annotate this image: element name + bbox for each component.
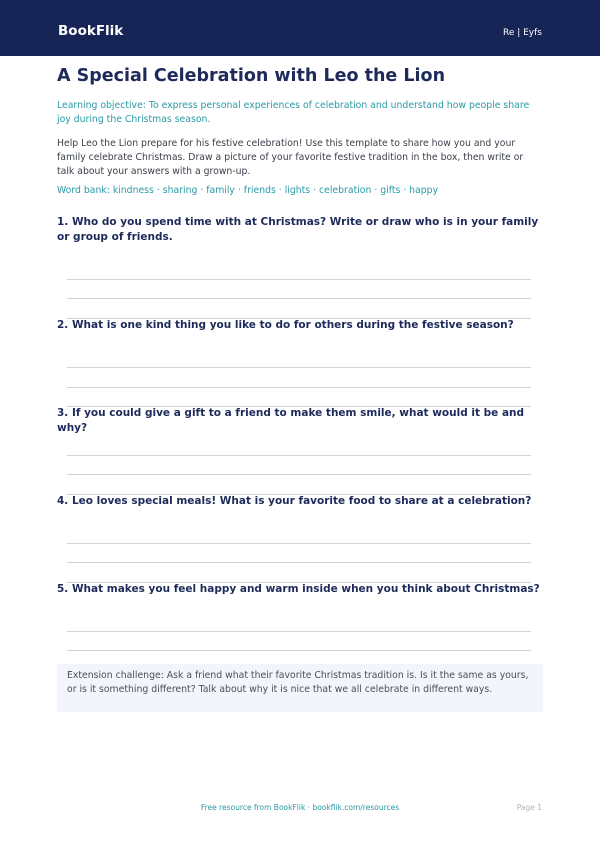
question-4: 4. Leo loves special meals! What is your favorite food to share at a celebration?: [57, 495, 532, 507]
header-bar: [0, 0, 600, 56]
question-5: 5. What makes you feel happy and warm inside when you think about Christmas?: [57, 583, 540, 595]
question-1: 1. Who do you spend time with at Christmas? Write or draw who is in your family or group of friends.: [57, 216, 539, 243]
learning-objective: Learning objective: To express personal experiences of celebration and understand how people share joy during the Christmas season.: [57, 100, 530, 125]
answer-line[interactable]: [67, 279, 531, 280]
footer-text[interactable]: Free resource from BookFlik · bookflik.com/resources: [200, 803, 400, 812]
question-3: 3. If you could give a gift to a friend to make them smile, what would it be and why?: [57, 407, 525, 434]
breadcrumb: Re | Eyfs: [502, 28, 542, 38]
page-title: A Special Celebration with Leo the Lion: [57, 66, 446, 86]
intro-text: Help Leo the Lion prepare for his festive celebration! Use this template to share how you and your family celebrate Christmas. Draw a picture of your favorite festive tradition in the box, then write or talk about your answers with a grown-up.: [57, 138, 524, 177]
answer-line[interactable]: [67, 562, 531, 563]
answer-line[interactable]: [67, 298, 531, 299]
answer-line[interactable]: [67, 455, 531, 456]
answer-line[interactable]: [67, 543, 531, 544]
question-2: 2. What is one kind thing you like to do for others during the festive season?: [57, 319, 514, 331]
brand-logo[interactable]: BookFlik: [58, 23, 124, 39]
extension-challenge: Extension challenge: Ask a friend what their favorite Christmas tradition is. Is it the same as yours, or is it something different? Talk about why it is nice that we all celebrate in different ways.: [57, 664, 543, 712]
word-bank: Word bank: kindness · sharing · family · friends · lights · celebration · gifts · happy: [57, 185, 439, 196]
answer-line[interactable]: [67, 650, 531, 651]
answer-line[interactable]: [67, 631, 531, 632]
page-number: Page 1: [516, 803, 542, 812]
answer-line[interactable]: [67, 387, 531, 388]
answer-line[interactable]: [67, 474, 531, 475]
answer-line[interactable]: [67, 367, 531, 368]
